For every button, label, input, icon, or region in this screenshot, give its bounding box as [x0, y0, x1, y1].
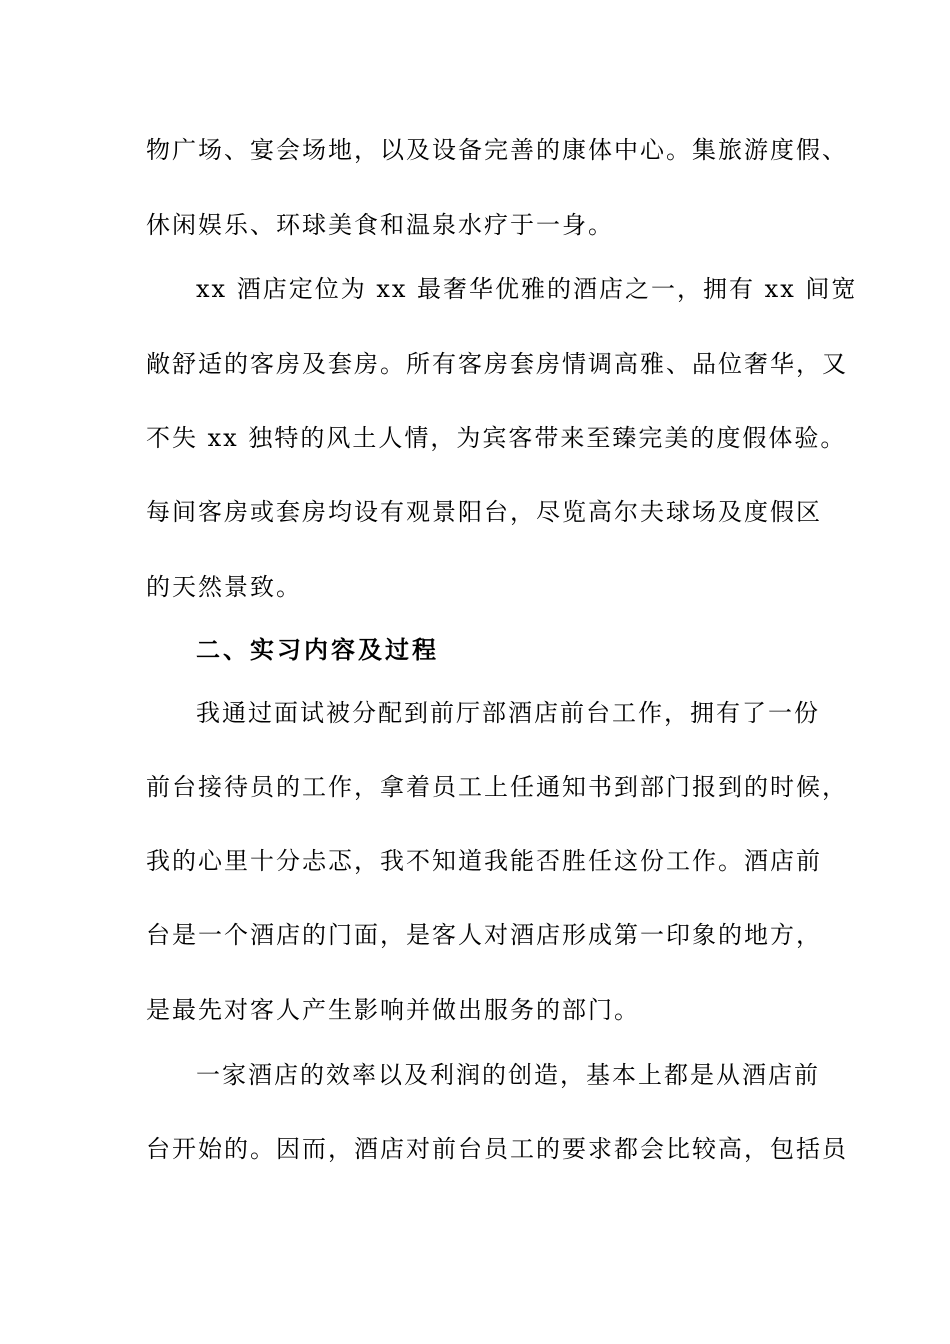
paragraph-line: 不失 xx 独特的风土人情，为宾客带来至臻完美的度假体验。: [146, 424, 847, 452]
paragraph-line: 的天然景致。: [146, 573, 302, 601]
section-heading: 二、实习内容及过程: [196, 636, 439, 664]
paragraph-line: 我通过面试被分配到前厅部酒店前台工作，拥有了一份: [196, 699, 820, 727]
paragraph-line: 每间客房或套房均设有观景阳台，尽览高尔夫球场及度假区: [146, 498, 822, 526]
paragraph-line: 敞舒适的客房及套房。所有客房套房情调高雅、品位奢华，又: [146, 350, 848, 378]
paragraph-line: 物广场、宴会场地，以及设备完善的康体中心。集旅游度假、: [146, 136, 848, 164]
paragraph-line: 前台接待员的工作，拿着员工上任通知书到部门报到的时候，: [146, 773, 848, 801]
paragraph-line: 台开始的。因而，酒店对前台员工的要求都会比较高，包括员: [146, 1135, 848, 1163]
paragraph-line: 我的心里十分忐忑，我不知道我能否胜任这份工作。酒店前: [146, 847, 822, 875]
paragraph-line: 是最先对客人产生影响并做出服务的部门。: [146, 996, 640, 1024]
paragraph-line: 一家酒店的效率以及利润的创造，基本上都是从酒店前: [196, 1061, 820, 1089]
paragraph-line: xx 酒店定位为 xx 最奢华优雅的酒店之一，拥有 xx 间宽: [196, 275, 858, 303]
paragraph-line: 休闲娱乐、环球美食和温泉水疗于一身。: [146, 211, 614, 239]
paragraph-line: 台是一个酒店的门面，是客人对酒店形成第一印象的地方，: [146, 921, 822, 949]
